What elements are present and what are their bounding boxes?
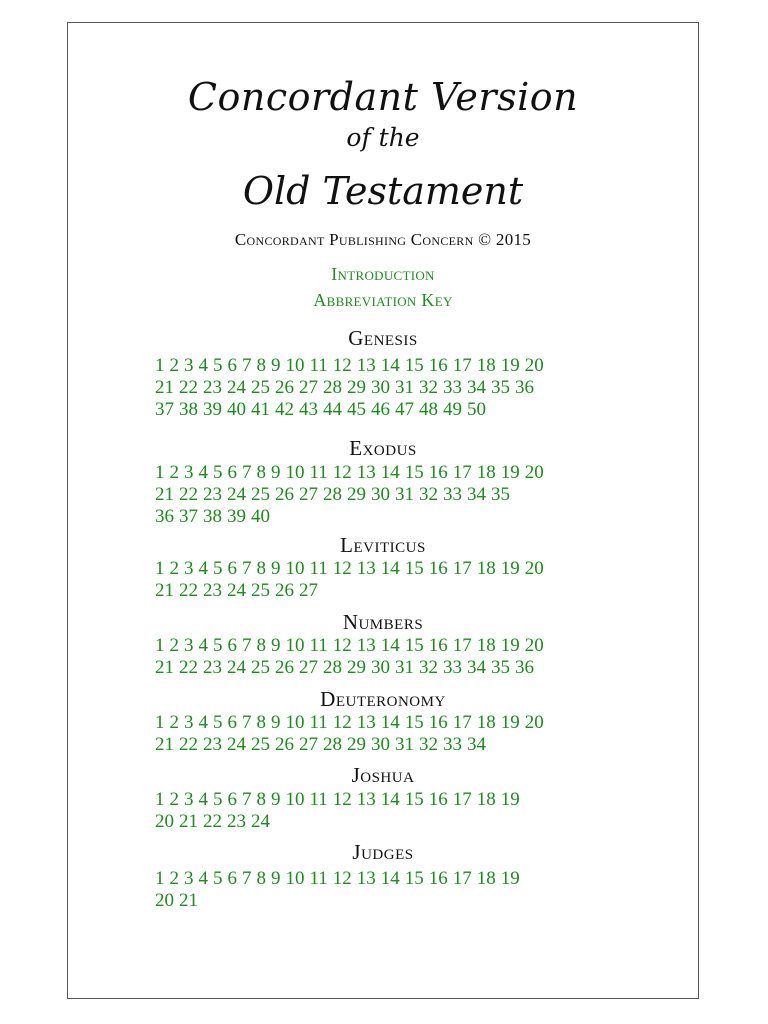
chapter-row xyxy=(155,506,615,528)
chapter-link-joshua-7[interactable]: 7 xyxy=(242,789,252,810)
chapter-link-joshua-16[interactable]: 16 xyxy=(428,789,448,810)
chapter-link-genesis-15[interactable]: 15 xyxy=(404,355,424,376)
chapter-link-judges-4[interactable]: 4 xyxy=(198,868,208,889)
chapter-link-leviticus-19[interactable]: 19 xyxy=(500,558,520,579)
chapter-link-exodus-29[interactable]: 29 xyxy=(347,484,366,505)
chapter-link-judges-11[interactable]: 11 xyxy=(309,868,328,889)
chapter-link-deuteronomy-27[interactable]: 27 xyxy=(299,734,318,755)
chapter-link-judges-6[interactable]: 6 xyxy=(227,868,237,889)
chapter-link-genesis-6[interactable]: 6 xyxy=(227,355,237,376)
chapter-link-genesis-9[interactable]: 9 xyxy=(271,355,281,376)
chapter-link-judges-1[interactable]: 1 xyxy=(155,868,165,889)
chapter-link-leviticus-16[interactable]: 16 xyxy=(428,558,448,579)
chapter-link-exodus-26[interactable]: 26 xyxy=(275,484,294,505)
chapter-link-exodus-1[interactable]: 1 xyxy=(155,462,165,483)
chapter-link-exodus-15[interactable]: 15 xyxy=(404,462,424,483)
chapter-link-joshua-5[interactable]: 5 xyxy=(213,789,223,810)
chapter-link-genesis-47[interactable]: 47 xyxy=(395,399,414,420)
chapter-link-deuteronomy-26[interactable]: 26 xyxy=(275,734,294,755)
chapter-link-judges-18[interactable]: 18 xyxy=(476,868,496,889)
chapter-link-joshua-9[interactable]: 9 xyxy=(271,789,281,810)
chapter-link-leviticus-9[interactable]: 9 xyxy=(271,558,281,579)
chapter-link-numbers-22[interactable]: 22 xyxy=(179,657,198,678)
chapter-link-exodus-4[interactable]: 4 xyxy=(198,462,208,483)
chapter-link-deuteronomy-21[interactable]: 21 xyxy=(155,734,174,755)
chapter-link-numbers-11[interactable]: 11 xyxy=(309,635,328,656)
publisher-line: Concordant Publishing Concern © 2015 xyxy=(234,230,532,249)
chapter-link-genesis-16[interactable]: 16 xyxy=(428,355,448,376)
chapter-link-genesis-43[interactable]: 43 xyxy=(299,399,318,420)
chapter-link-leviticus-5[interactable]: 5 xyxy=(213,558,223,579)
chapter-link-numbers-36[interactable]: 36 xyxy=(515,657,534,678)
chapter-link-genesis-21[interactable]: 21 xyxy=(155,377,174,398)
chapter-link-joshua-3[interactable]: 3 xyxy=(184,789,194,810)
title-line-2: of the xyxy=(346,123,420,152)
chapter-link-leviticus-1[interactable]: 1 xyxy=(155,558,165,579)
chapter-link-deuteronomy-33[interactable]: 33 xyxy=(443,734,462,755)
chapter-row xyxy=(155,399,615,421)
chapter-link-numbers-35[interactable]: 35 xyxy=(491,657,510,678)
chapter-link-genesis-49[interactable]: 49 xyxy=(443,399,462,420)
book-heading-judges: Judges xyxy=(352,840,414,864)
chapter-link-numbers-8[interactable]: 8 xyxy=(256,635,266,656)
chapter-link-leviticus-3[interactable]: 3 xyxy=(184,558,194,579)
chapter-link-numbers-15[interactable]: 15 xyxy=(404,635,424,656)
chapter-link-numbers-21[interactable]: 21 xyxy=(155,657,174,678)
chapter-link-genesis-44[interactable]: 44 xyxy=(323,399,342,420)
chapter-link-deuteronomy-7[interactable]: 7 xyxy=(242,712,252,733)
chapter-link-numbers-7[interactable]: 7 xyxy=(242,635,252,656)
chapter-list-exodus xyxy=(155,462,615,528)
chapter-link-genesis-7[interactable]: 7 xyxy=(242,355,252,376)
book-heading-exodus: Exodus xyxy=(349,436,417,460)
chapter-link-genesis-5[interactable]: 5 xyxy=(213,355,223,376)
chapter-link-exodus-22[interactable]: 22 xyxy=(179,484,198,505)
chapter-link-exodus-14[interactable]: 14 xyxy=(380,462,400,483)
chapter-link-genesis-35[interactable]: 35 xyxy=(491,377,510,398)
chapter-link-numbers-28[interactable]: 28 xyxy=(323,657,342,678)
chapter-link-deuteronomy-25[interactable]: 25 xyxy=(251,734,270,755)
chapter-link-joshua-18[interactable]: 18 xyxy=(476,789,496,810)
chapter-link-numbers-25[interactable]: 25 xyxy=(251,657,270,678)
chapter-link-exodus-19[interactable]: 19 xyxy=(500,462,520,483)
chapter-link-exodus-40[interactable]: 40 xyxy=(251,506,270,527)
book-heading-joshua: Joshua xyxy=(351,763,415,787)
chapter-link-genesis-42[interactable]: 42 xyxy=(275,399,294,420)
chapter-link-deuteronomy-12[interactable]: 12 xyxy=(332,712,352,733)
chapter-link-deuteronomy-5[interactable]: 5 xyxy=(213,712,223,733)
chapter-row xyxy=(155,712,615,734)
chapter-row xyxy=(155,355,615,377)
chapter-link-exodus-28[interactable]: 28 xyxy=(323,484,342,505)
chapter-row xyxy=(155,657,615,679)
chapter-list-deuteronomy xyxy=(155,712,615,756)
chapter-link-exodus-6[interactable]: 6 xyxy=(227,462,237,483)
chapter-link-genesis-30[interactable]: 30 xyxy=(371,377,390,398)
chapter-link-numbers-2[interactable]: 2 xyxy=(169,635,179,656)
chapter-link-leviticus-7[interactable]: 7 xyxy=(242,558,252,579)
chapter-link-numbers-4[interactable]: 4 xyxy=(198,635,208,656)
abbreviation-key-link[interactable]: Abbreviation Key xyxy=(313,290,453,310)
chapter-link-deuteronomy-17[interactable]: 17 xyxy=(452,712,472,733)
chapter-link-leviticus-12[interactable]: 12 xyxy=(332,558,352,579)
chapter-link-genesis-26[interactable]: 26 xyxy=(275,377,294,398)
chapter-link-numbers-30[interactable]: 30 xyxy=(371,657,390,678)
chapter-link-numbers-9[interactable]: 9 xyxy=(271,635,281,656)
chapter-list-numbers xyxy=(155,635,615,679)
chapter-link-exodus-23[interactable]: 23 xyxy=(203,484,222,505)
chapter-link-leviticus-10[interactable]: 10 xyxy=(285,558,305,579)
chapter-link-joshua-19[interactable]: 19 xyxy=(500,789,520,810)
chapter-link-exodus-5[interactable]: 5 xyxy=(213,462,223,483)
chapter-link-leviticus-14[interactable]: 14 xyxy=(380,558,400,579)
chapter-link-leviticus-13[interactable]: 13 xyxy=(356,558,376,579)
chapter-link-genesis-23[interactable]: 23 xyxy=(203,377,222,398)
chapter-link-deuteronomy-19[interactable]: 19 xyxy=(500,712,520,733)
chapter-link-leviticus-6[interactable]: 6 xyxy=(227,558,237,579)
chapter-link-deuteronomy-31[interactable]: 31 xyxy=(395,734,414,755)
chapter-link-numbers-12[interactable]: 12 xyxy=(332,635,352,656)
chapter-link-judges-21[interactable]: 21 xyxy=(179,890,198,911)
chapter-link-exodus-12[interactable]: 12 xyxy=(332,462,352,483)
chapter-link-genesis-22[interactable]: 22 xyxy=(179,377,198,398)
chapter-link-genesis-38[interactable]: 38 xyxy=(179,399,198,420)
chapter-link-genesis-12[interactable]: 12 xyxy=(332,355,352,376)
chapter-link-genesis-36[interactable]: 36 xyxy=(515,377,534,398)
chapter-link-numbers-27[interactable]: 27 xyxy=(299,657,318,678)
chapter-row xyxy=(155,811,615,833)
chapter-link-numbers-14[interactable]: 14 xyxy=(380,635,400,656)
chapter-link-judges-16[interactable]: 16 xyxy=(428,868,448,889)
chapter-list-leviticus xyxy=(155,558,615,602)
chapter-link-exodus-17[interactable]: 17 xyxy=(452,462,472,483)
chapter-link-deuteronomy-1[interactable]: 1 xyxy=(155,712,165,733)
chapter-link-joshua-4[interactable]: 4 xyxy=(198,789,208,810)
introduction-link[interactable]: Introduction xyxy=(331,264,435,284)
chapter-link-genesis-11[interactable]: 11 xyxy=(309,355,328,376)
chapter-link-deuteronomy-29[interactable]: 29 xyxy=(347,734,366,755)
chapter-link-numbers-6[interactable]: 6 xyxy=(227,635,237,656)
chapter-link-numbers-3[interactable]: 3 xyxy=(184,635,194,656)
chapter-link-deuteronomy-28[interactable]: 28 xyxy=(323,734,342,755)
chapter-link-deuteronomy-22[interactable]: 22 xyxy=(179,734,198,755)
chapter-link-numbers-19[interactable]: 19 xyxy=(500,635,520,656)
chapter-link-numbers-24[interactable]: 24 xyxy=(227,657,246,678)
chapter-link-judges-19[interactable]: 19 xyxy=(500,868,520,889)
chapter-link-genesis-34[interactable]: 34 xyxy=(467,377,486,398)
chapter-list-joshua xyxy=(155,789,615,833)
book-heading-leviticus: Leviticus xyxy=(340,533,426,557)
chapter-link-genesis-13[interactable]: 13 xyxy=(356,355,376,376)
chapter-link-leviticus-8[interactable]: 8 xyxy=(256,558,266,579)
chapter-link-numbers-33[interactable]: 33 xyxy=(443,657,462,678)
chapter-link-numbers-20[interactable]: 20 xyxy=(524,635,544,656)
chapter-link-deuteronomy-13[interactable]: 13 xyxy=(356,712,376,733)
chapter-link-genesis-2[interactable]: 2 xyxy=(169,355,179,376)
chapter-link-deuteronomy-10[interactable]: 10 xyxy=(285,712,305,733)
chapter-row xyxy=(155,580,615,602)
chapter-link-numbers-1[interactable]: 1 xyxy=(155,635,165,656)
chapter-link-genesis-3[interactable]: 3 xyxy=(184,355,194,376)
chapter-link-leviticus-17[interactable]: 17 xyxy=(452,558,472,579)
chapter-row xyxy=(155,558,615,580)
chapter-link-genesis-33[interactable]: 33 xyxy=(443,377,462,398)
chapter-link-genesis-10[interactable]: 10 xyxy=(285,355,305,376)
chapter-link-genesis-50[interactable]: 50 xyxy=(467,399,486,420)
chapter-link-genesis-20[interactable]: 20 xyxy=(524,355,544,376)
chapter-link-deuteronomy-3[interactable]: 3 xyxy=(184,712,194,733)
chapter-row xyxy=(155,377,615,399)
chapter-link-joshua-8[interactable]: 8 xyxy=(256,789,266,810)
chapter-link-genesis-46[interactable]: 46 xyxy=(371,399,390,420)
chapter-link-joshua-2[interactable]: 2 xyxy=(169,789,179,810)
chapter-link-judges-20[interactable]: 20 xyxy=(155,890,174,911)
chapter-link-joshua-11[interactable]: 11 xyxy=(309,789,328,810)
chapter-link-genesis-14[interactable]: 14 xyxy=(380,355,400,376)
chapter-link-deuteronomy-16[interactable]: 16 xyxy=(428,712,448,733)
chapter-link-exodus-8[interactable]: 8 xyxy=(256,462,266,483)
chapter-link-leviticus-24[interactable]: 24 xyxy=(227,580,246,601)
chapter-link-joshua-17[interactable]: 17 xyxy=(452,789,472,810)
chapter-link-joshua-14[interactable]: 14 xyxy=(380,789,400,810)
chapter-link-numbers-29[interactable]: 29 xyxy=(347,657,366,678)
chapter-link-genesis-18[interactable]: 18 xyxy=(476,355,496,376)
chapter-link-deuteronomy-20[interactable]: 20 xyxy=(524,712,544,733)
chapter-link-joshua-15[interactable]: 15 xyxy=(404,789,424,810)
chapter-link-deuteronomy-34[interactable]: 34 xyxy=(467,734,486,755)
chapter-link-numbers-32[interactable]: 32 xyxy=(419,657,438,678)
chapter-link-exodus-34[interactable]: 34 xyxy=(467,484,486,505)
book-heading-numbers: Numbers xyxy=(342,610,424,634)
chapter-row xyxy=(155,868,615,890)
chapter-link-genesis-37[interactable]: 37 xyxy=(155,399,174,420)
chapter-link-judges-2[interactable]: 2 xyxy=(169,868,179,889)
chapter-link-judges-8[interactable]: 8 xyxy=(256,868,266,889)
chapter-link-leviticus-11[interactable]: 11 xyxy=(309,558,328,579)
chapter-row xyxy=(155,789,615,811)
chapter-link-exodus-2[interactable]: 2 xyxy=(169,462,179,483)
chapter-link-leviticus-26[interactable]: 26 xyxy=(275,580,294,601)
chapter-link-judges-5[interactable]: 5 xyxy=(213,868,223,889)
chapter-link-joshua-1[interactable]: 1 xyxy=(155,789,165,810)
chapter-link-genesis-29[interactable]: 29 xyxy=(347,377,366,398)
chapter-link-numbers-18[interactable]: 18 xyxy=(476,635,496,656)
chapter-link-exodus-37[interactable]: 37 xyxy=(179,506,198,527)
chapter-link-leviticus-20[interactable]: 20 xyxy=(524,558,544,579)
chapter-link-genesis-40[interactable]: 40 xyxy=(227,399,246,420)
chapter-link-joshua-6[interactable]: 6 xyxy=(227,789,237,810)
chapter-link-leviticus-27[interactable]: 27 xyxy=(299,580,318,601)
chapter-link-deuteronomy-4[interactable]: 4 xyxy=(198,712,208,733)
chapter-link-deuteronomy-6[interactable]: 6 xyxy=(227,712,237,733)
chapter-link-genesis-27[interactable]: 27 xyxy=(299,377,318,398)
chapter-link-numbers-5[interactable]: 5 xyxy=(213,635,223,656)
chapter-link-exodus-18[interactable]: 18 xyxy=(476,462,496,483)
chapter-link-genesis-39[interactable]: 39 xyxy=(203,399,222,420)
chapter-link-numbers-26[interactable]: 26 xyxy=(275,657,294,678)
chapter-link-judges-13[interactable]: 13 xyxy=(356,868,376,889)
chapter-link-exodus-21[interactable]: 21 xyxy=(155,484,174,505)
chapter-link-genesis-8[interactable]: 8 xyxy=(256,355,266,376)
chapter-link-deuteronomy-23[interactable]: 23 xyxy=(203,734,222,755)
title-line-3: Old Testament xyxy=(242,169,524,213)
chapter-link-genesis-17[interactable]: 17 xyxy=(452,355,472,376)
chapter-link-leviticus-18[interactable]: 18 xyxy=(476,558,496,579)
chapter-link-exodus-39[interactable]: 39 xyxy=(227,506,246,527)
chapter-link-joshua-23[interactable]: 23 xyxy=(227,811,246,832)
chapter-link-numbers-10[interactable]: 10 xyxy=(285,635,305,656)
chapter-link-numbers-23[interactable]: 23 xyxy=(203,657,222,678)
chapter-link-judges-15[interactable]: 15 xyxy=(404,868,424,889)
chapter-link-deuteronomy-30[interactable]: 30 xyxy=(371,734,390,755)
chapter-link-genesis-1[interactable]: 1 xyxy=(155,355,165,376)
chapter-row xyxy=(155,635,615,657)
chapter-link-judges-17[interactable]: 17 xyxy=(452,868,472,889)
chapter-link-exodus-3[interactable]: 3 xyxy=(184,462,194,483)
chapter-link-deuteronomy-24[interactable]: 24 xyxy=(227,734,246,755)
chapter-link-exodus-24[interactable]: 24 xyxy=(227,484,246,505)
chapter-link-judges-7[interactable]: 7 xyxy=(242,868,252,889)
title-line-1: Concordant Version xyxy=(187,75,579,119)
chapter-link-judges-12[interactable]: 12 xyxy=(332,868,352,889)
chapter-link-numbers-13[interactable]: 13 xyxy=(356,635,376,656)
book-heading-deuteronomy: Deuteronomy xyxy=(320,687,446,711)
chapter-link-numbers-31[interactable]: 31 xyxy=(395,657,414,678)
chapter-link-joshua-12[interactable]: 12 xyxy=(332,789,352,810)
chapter-link-joshua-21[interactable]: 21 xyxy=(179,811,198,832)
chapter-link-genesis-28[interactable]: 28 xyxy=(323,377,342,398)
chapter-link-exodus-36[interactable]: 36 xyxy=(155,506,174,527)
chapter-row xyxy=(155,734,615,756)
chapter-link-exodus-10[interactable]: 10 xyxy=(285,462,305,483)
chapter-link-joshua-24[interactable]: 24 xyxy=(251,811,270,832)
chapter-link-genesis-4[interactable]: 4 xyxy=(198,355,208,376)
chapter-link-deuteronomy-32[interactable]: 32 xyxy=(419,734,438,755)
chapter-link-numbers-34[interactable]: 34 xyxy=(467,657,486,678)
chapter-list-genesis xyxy=(155,355,615,421)
chapter-link-exodus-38[interactable]: 38 xyxy=(203,506,222,527)
chapter-link-judges-9[interactable]: 9 xyxy=(271,868,281,889)
chapter-link-numbers-16[interactable]: 16 xyxy=(428,635,448,656)
chapter-link-exodus-11[interactable]: 11 xyxy=(309,462,328,483)
chapter-link-deuteronomy-11[interactable]: 11 xyxy=(309,712,328,733)
chapter-link-exodus-20[interactable]: 20 xyxy=(524,462,544,483)
chapter-link-deuteronomy-8[interactable]: 8 xyxy=(256,712,266,733)
book-heading-genesis: Genesis xyxy=(348,326,418,350)
chapter-link-leviticus-25[interactable]: 25 xyxy=(251,580,270,601)
document-page xyxy=(67,22,699,999)
chapter-link-genesis-19[interactable]: 19 xyxy=(500,355,520,376)
chapter-link-numbers-17[interactable]: 17 xyxy=(452,635,472,656)
chapter-link-leviticus-21[interactable]: 21 xyxy=(155,580,174,601)
chapter-link-genesis-24[interactable]: 24 xyxy=(227,377,246,398)
chapter-link-leviticus-22[interactable]: 22 xyxy=(179,580,198,601)
chapter-link-leviticus-4[interactable]: 4 xyxy=(198,558,208,579)
chapter-row xyxy=(155,462,615,484)
chapter-link-deuteronomy-18[interactable]: 18 xyxy=(476,712,496,733)
chapter-link-leviticus-2[interactable]: 2 xyxy=(169,558,179,579)
chapter-link-exodus-30[interactable]: 30 xyxy=(371,484,390,505)
chapter-link-genesis-25[interactable]: 25 xyxy=(251,377,270,398)
chapter-row xyxy=(155,484,615,506)
chapter-link-genesis-32[interactable]: 32 xyxy=(419,377,438,398)
chapter-link-exodus-33[interactable]: 33 xyxy=(443,484,462,505)
chapter-link-judges-10[interactable]: 10 xyxy=(285,868,305,889)
chapter-link-exodus-13[interactable]: 13 xyxy=(356,462,376,483)
chapter-link-genesis-41[interactable]: 41 xyxy=(251,399,270,420)
chapter-link-exodus-27[interactable]: 27 xyxy=(299,484,318,505)
chapter-link-deuteronomy-2[interactable]: 2 xyxy=(169,712,179,733)
chapter-link-exodus-31[interactable]: 31 xyxy=(395,484,414,505)
chapter-link-deuteronomy-15[interactable]: 15 xyxy=(404,712,424,733)
chapter-link-joshua-22[interactable]: 22 xyxy=(203,811,222,832)
chapter-link-judges-3[interactable]: 3 xyxy=(184,868,194,889)
chapter-link-joshua-20[interactable]: 20 xyxy=(155,811,174,832)
chapter-link-exodus-25[interactable]: 25 xyxy=(251,484,270,505)
chapter-link-exodus-16[interactable]: 16 xyxy=(428,462,448,483)
chapter-link-joshua-13[interactable]: 13 xyxy=(356,789,376,810)
chapter-link-genesis-48[interactable]: 48 xyxy=(419,399,438,420)
chapter-link-leviticus-23[interactable]: 23 xyxy=(203,580,222,601)
chapter-link-exodus-7[interactable]: 7 xyxy=(242,462,252,483)
chapter-link-genesis-45[interactable]: 45 xyxy=(347,399,366,420)
chapter-link-judges-14[interactable]: 14 xyxy=(380,868,400,889)
chapter-link-genesis-31[interactable]: 31 xyxy=(395,377,414,398)
chapter-link-exodus-9[interactable]: 9 xyxy=(271,462,281,483)
chapter-link-deuteronomy-14[interactable]: 14 xyxy=(380,712,400,733)
chapter-link-leviticus-15[interactable]: 15 xyxy=(404,558,424,579)
chapter-link-exodus-35[interactable]: 35 xyxy=(491,484,510,505)
chapter-link-joshua-10[interactable]: 10 xyxy=(285,789,305,810)
chapter-row xyxy=(155,890,615,912)
chapter-link-exodus-32[interactable]: 32 xyxy=(419,484,438,505)
chapter-list-judges xyxy=(155,868,615,912)
chapter-link-deuteronomy-9[interactable]: 9 xyxy=(271,712,281,733)
